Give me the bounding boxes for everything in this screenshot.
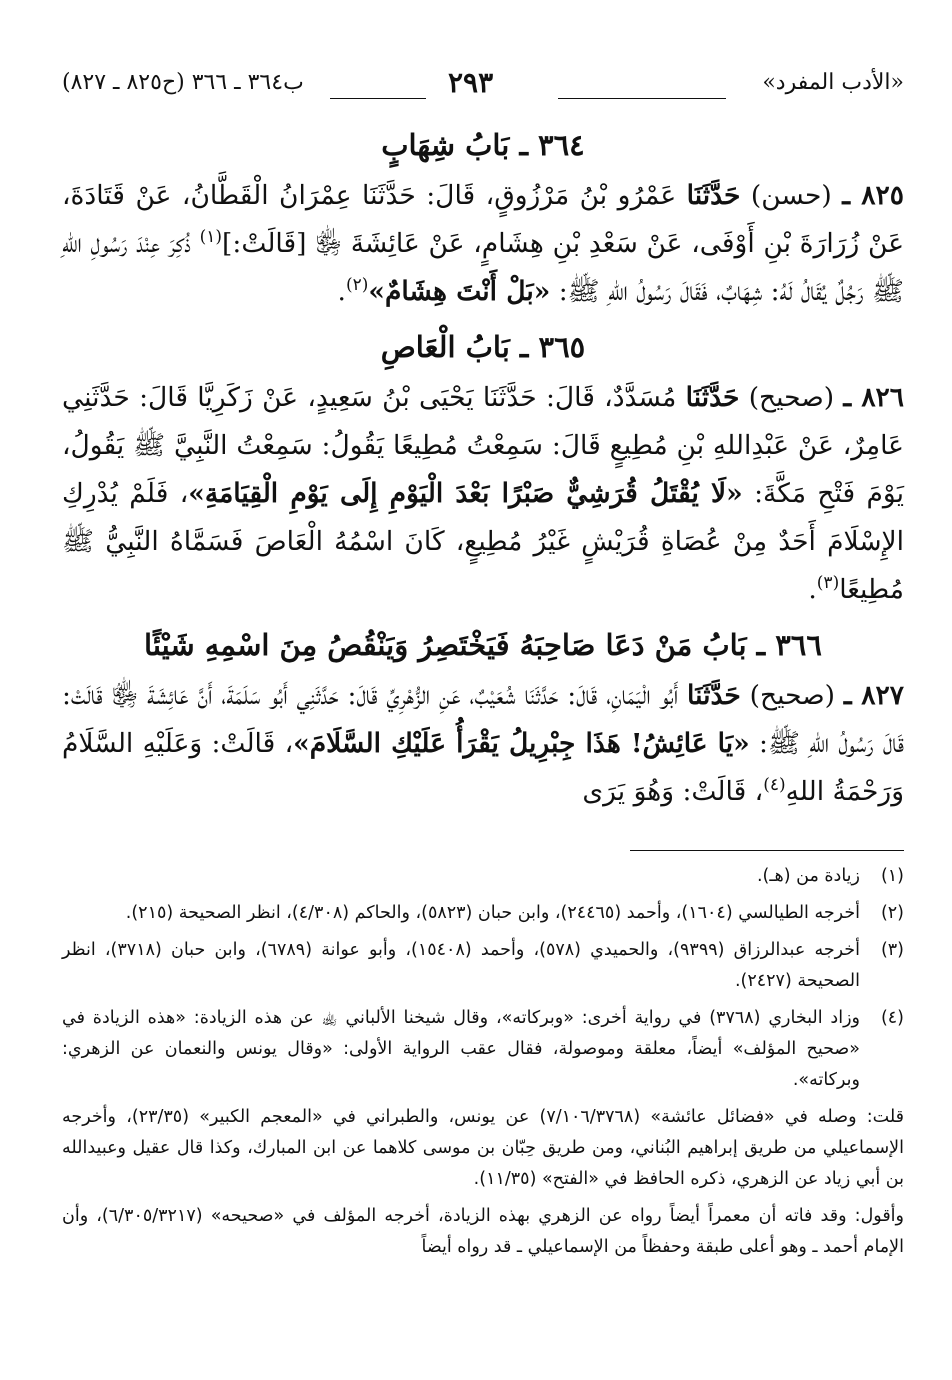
haddathana: حَدَّثَنَا <box>687 680 741 711</box>
footnote-text: وزاد البخاري (٣٧٦٨) في رواية أخرى: «وبركاته»، وقال شيخنا الألباني ﵀ عن هذه الزيادة: «هذه الزيادة في «صحيح المؤلف» أيضاً، معلقة وموصولة، فقال عقب الرواية الأولى: «وقال يونس والنعمان عن الزهري: وبركاته». <box>62 1008 860 1090</box>
hadith-chain: أَبُو الْيَمَانِ، قَالَ: حَدَّثَنَا شُعَيْبٌ، عَنِ الزُّهْرِيِّ قَالَ: حَدَّثَنِي أَبُو سَلَمَةَ، أَنَّ عَائِشَةَ ﵂ قَالَتْ: قَالَ رَسُولُ اللهِ ﷺ: <box>62 680 904 759</box>
footnote <box>62 1003 904 1096</box>
hadith-grade: (حسن) <box>750 180 832 211</box>
footnote-ref[interactable]: (٢) <box>345 275 369 296</box>
footnote-number: (٢) <box>880 903 904 923</box>
hadith-end: ، قَالَتْ: وَهُوَ يَرَى <box>582 776 764 807</box>
prophetic-quote: «يَا عَائِشُ! هَذَا جِبْرِيلُ يَقْرَأُ عَلَيْكِ السَّلَامَ» <box>293 728 750 759</box>
hadith-matn: ذُكِرَ عِنْدَ رَسُولِ اللهِ ﷺ رَجُلٌ يُقَالُ لَهُ: شِهَابٌ، فَقَالَ رَسُولُ اللهِ ﷺ: <box>62 228 904 307</box>
footnote-continuation: قلت: وصله في «فضائل عائشة» (٧/١٠٦/٣٧٦٨) عن يونس، والطبراني في «المعجم الكبير» (٢٣/٣٥)، وأخرجه الإسماعيلي من طريق إبراهيم البُناني، ومن طريق حِبّان بن موسى كلاهما عن ابن المبارك، وكذا قال عقيل وعبيدالله بن أبي زياد عن الزهري، ذكره الحافظ في «الفتح» (١١/٣٥). <box>62 1107 904 1189</box>
footnote <box>62 898 904 929</box>
footnote-number: (٤) <box>880 1008 904 1028</box>
haddathana: حَدَّثَنَا <box>686 180 741 211</box>
hadith-text <box>62 374 904 614</box>
hadith-chain: مُسَدَّدٌ، قَالَ: حَدَّثَنَا يَحْيَى بْنُ سَعِيدٍ، عَنْ زَكَرِيَّا قَالَ: حَدَّثَنِي عَامِرٌ، عَنْ عَبْدِاللهِ بْنِ مُطِيعٍ قَالَ: سَمِعْتُ مُطِيعًا يَقُولُ: سَمِعْتُ النَّبِيَّ ﷺ يَقُولُ، يَوْمَ فَتْحِ مَكَّةَ: <box>62 382 904 509</box>
hadith-number: ٨٢٥ ـ <box>842 180 904 211</box>
header-rule-left <box>330 98 426 99</box>
hadith-grade: (صحيح) <box>749 680 836 711</box>
chapter-title: ٣٦٤ ـ بَابُ شِهَابٍ <box>381 128 585 162</box>
prophetic-quote: «بَلْ أَنْتَ هِشَامٌ» <box>368 276 551 307</box>
hadith-matn: ، فَلَمْ يُدْرِكِ الإِسْلَامَ أَحَدٌ مِنْ عُصَاةِ قُرَيْشٍ غَيْرُ مُطِيعٍ، كَانَ اسْمُهُ الْعَاصَ فَسَمَّاهُ النَّبِيُّ ﷺ مُطِيعًا <box>62 478 904 605</box>
prophetic-quote: «لَا يُقْتَلُ قُرَشِيٌّ صَبْرًا بَعْدَ الْيَوْمِ إِلَى يَوْمِ الْقِيَامَةِ» <box>188 478 743 509</box>
footnote-number: (١) <box>880 866 904 886</box>
hadith-text <box>62 672 904 816</box>
hadith-chain: عَمْرُو بْنُ مَرْزُوقٍ، قَالَ: حَدَّثَنَا عِمْرَانُ الْقَطَّانُ، عَنْ قَتَادَةَ، عَنْ زُرَارَةَ بْنِ أَوْفَى، عَنْ سَعْدِ بْنِ هِشَامٍ، عَنْ عَائِشَةَ ﵂ [قَالَتْ:] <box>62 180 905 259</box>
hadith-text <box>62 172 904 316</box>
page <box>62 66 905 1360</box>
hadith-end: . <box>808 574 817 605</box>
hadith-grade: (صحيح) <box>748 382 835 413</box>
footnote-divider <box>630 850 904 851</box>
hadith-matn: ، قَالَتْ: وَعَلَيْهِ السَّلَامُ وَرَحْمَةُ اللهِ <box>62 728 904 807</box>
book-title: «الأدب المفرد» <box>762 70 904 95</box>
footnotes <box>62 861 904 1263</box>
chapter-title: ٣٦٥ ـ بَابُ الْعَاصِ <box>380 330 586 364</box>
footnote-number: (٣) <box>880 940 904 960</box>
hadith-number: ٨٢٧ ـ <box>843 680 904 711</box>
hadith-number: ٨٢٦ ـ <box>843 382 905 413</box>
footnote <box>62 935 904 997</box>
footnote-text: زيادة من (هـ). <box>756 866 860 886</box>
footnote-ref[interactable]: (٣) <box>816 573 840 594</box>
footnote <box>62 861 904 892</box>
chapter-hadith-reference: ب٣٦٤ ـ ٣٦٦ (ح٨٢٥ ـ ٨٢٧) <box>62 70 304 95</box>
haddathana: حَدَّثَنَا <box>685 382 740 413</box>
footnote-ref[interactable]: (٤) <box>763 775 786 796</box>
hadith-end: . <box>337 276 346 307</box>
running-header <box>62 66 904 114</box>
footnote-continuation: وأقول: وقد فاته أن معمراً أيضاً رواه عن الزهري بهذه الزيادة، أخرجه المؤلف في «صحيحه» (٦/٣٠٥/٣٢١٧)، وأن الإمام أحمد ـ وهو أعلى طبقة وحفظاً من الإسماعيلي ـ قد رواه أيضاً <box>62 1206 904 1257</box>
header-rule-right <box>558 98 726 99</box>
footnote-text: أخرجه عبدالرزاق (٩٣٩٩)، والحميدي (٥٧٨)، وأحمد (١٥٤٠٨)، وأبو عوانة (٦٧٨٩)، وابن حبان (٣٧١٨)، انظر الصحيحة (٢٤٢٧). <box>62 940 860 991</box>
footnote-ref[interactable]: (١) <box>199 227 223 248</box>
footnote-text: أخرجه الطيالسي (١٦٠٤)، وأحمد (٢٤٤٦٥)، وابن حبان (٥٨٢٣)، والحاكم (٤/٣٠٨)، انظر الصحيحة (٢١٥). <box>125 903 860 923</box>
chapter-title: ٣٦٦ ـ بَابُ مَنْ دَعَا صَاحِبَهُ فَيَخْتَصِرُ وَيَنْقُصُ مِنَ اسْمِهِ شَيْئًا <box>144 628 822 662</box>
page-number: ٢٩٣ <box>448 66 494 99</box>
